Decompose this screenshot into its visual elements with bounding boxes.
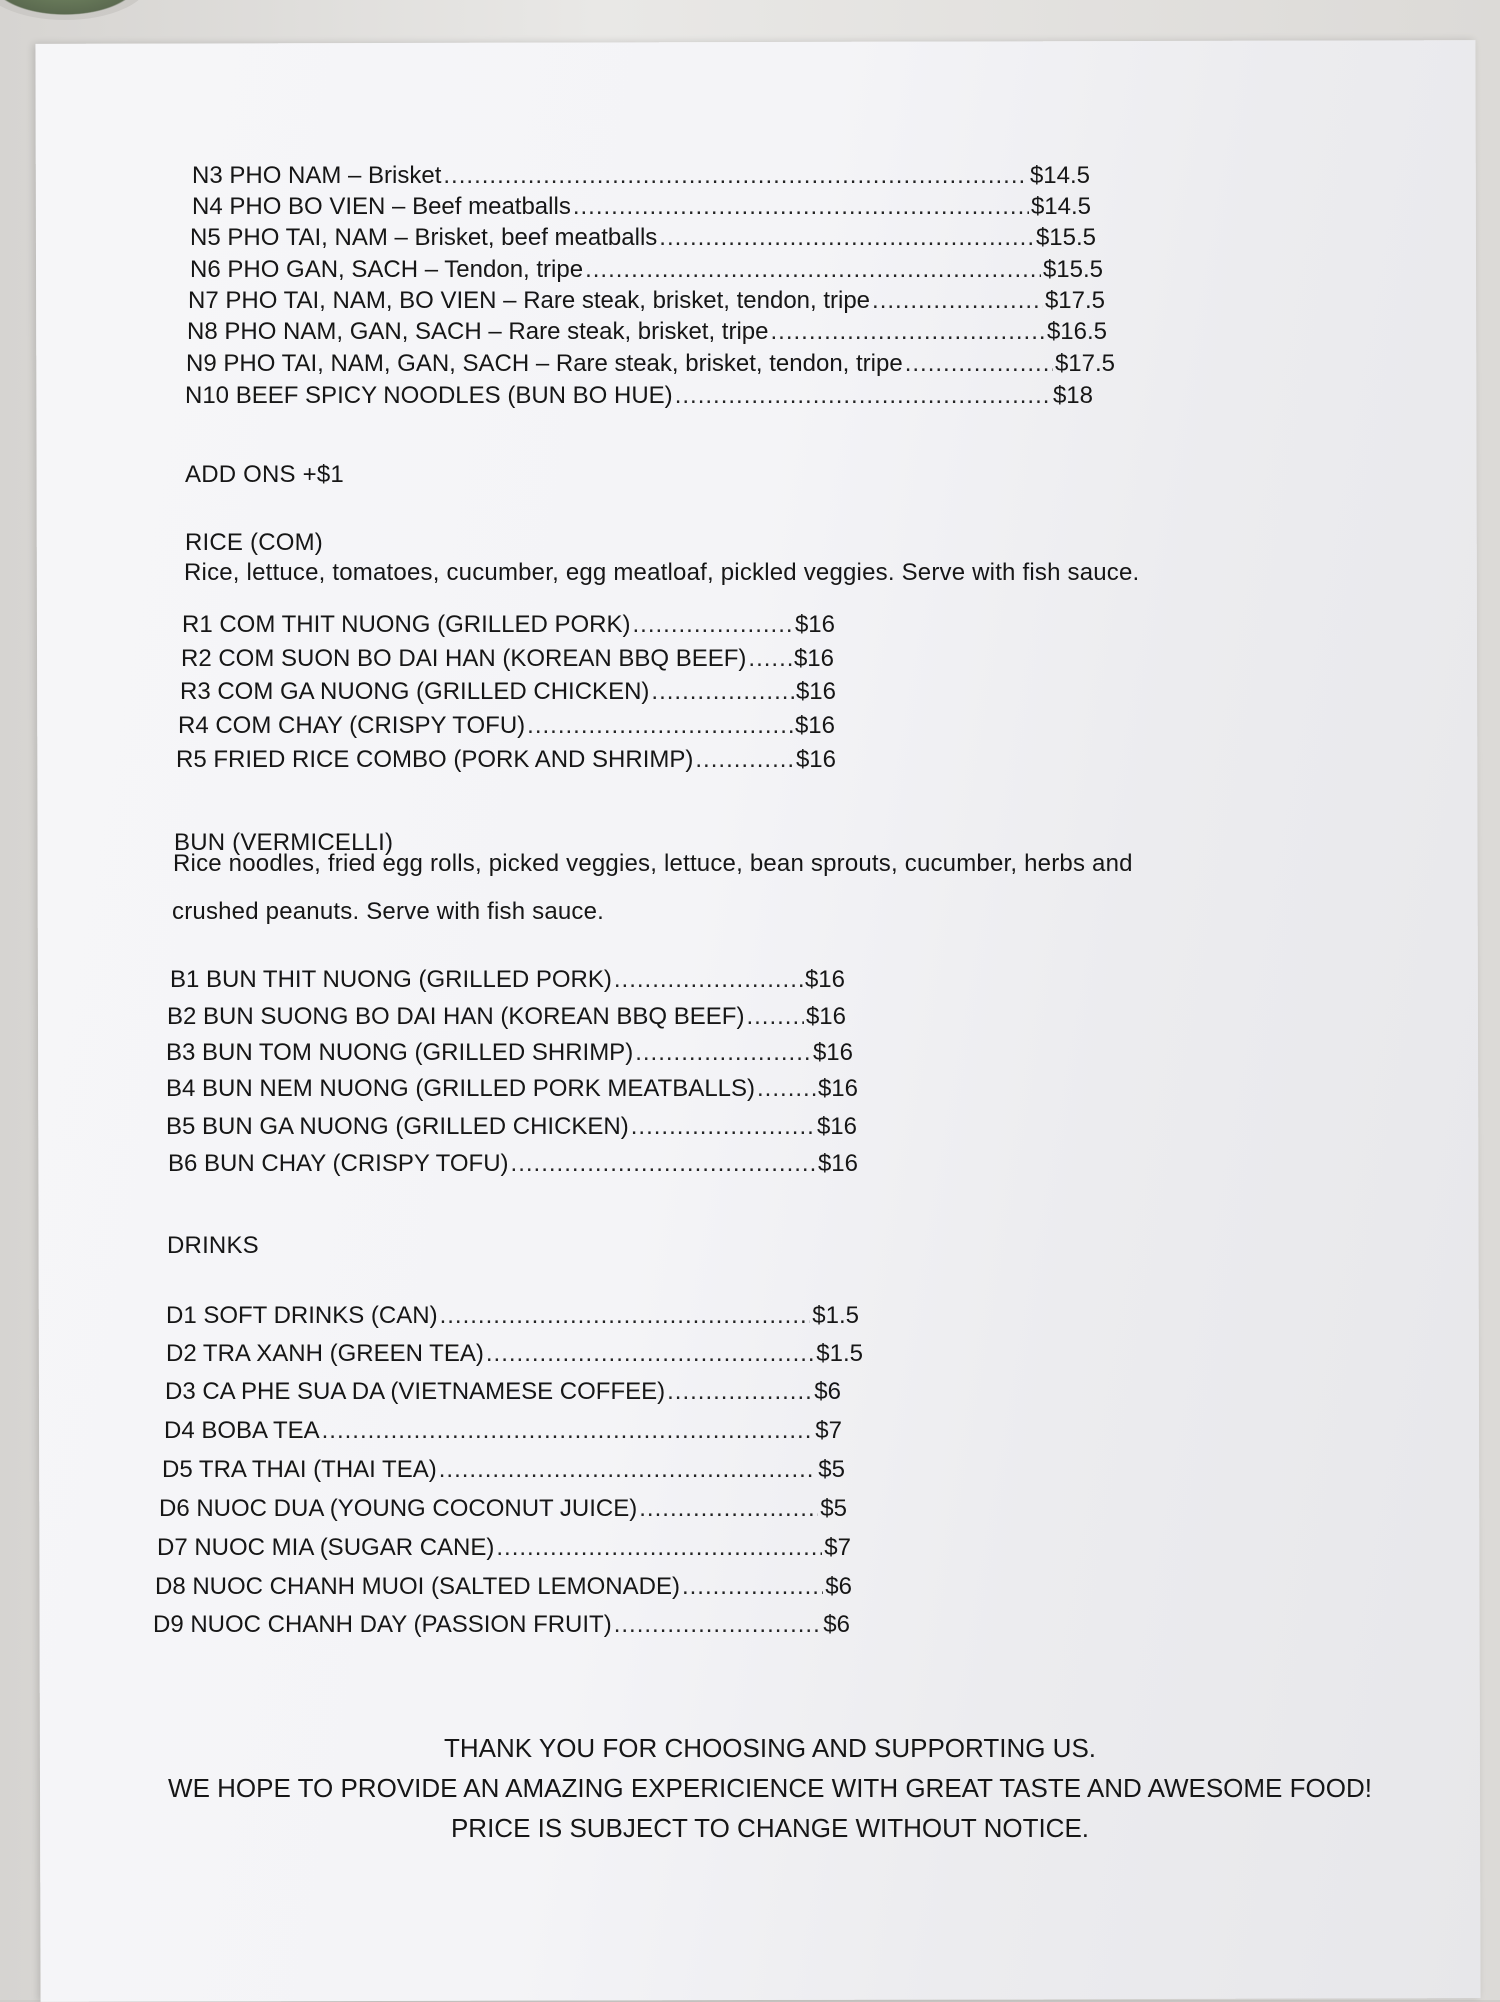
- leader-dots: [440, 1302, 811, 1330]
- leader-dots: [757, 1075, 816, 1103]
- item-price: $5: [820, 1495, 847, 1522]
- item-name: D3 CA PHE SUA DA (VIETNAMESE COFFEE): [165, 1378, 666, 1405]
- item-price: $7: [824, 1534, 851, 1561]
- item-price: $6: [825, 1573, 852, 1600]
- menu-item-n10: [185, 382, 1093, 410]
- leader-dots: [659, 224, 1034, 252]
- leader-dots: [527, 712, 793, 740]
- menu-item-d4: [164, 1417, 842, 1445]
- item-name: R3 COM GA NUONG (GRILLED CHICKEN): [180, 678, 650, 705]
- item-price: $1.5: [816, 1340, 863, 1367]
- bun-description-line1: Rice noodles, fried egg rolls, picked veggies, lettuce, bean sprouts, cucumber, herbs and: [173, 850, 1133, 877]
- menu-item-n7: [188, 287, 1105, 315]
- leader-dots: [585, 256, 1041, 284]
- item-name: B1 BUN THIT NUONG (GRILLED PORK): [170, 966, 612, 993]
- menu-item-n9: [186, 350, 1115, 378]
- leader-dots: [633, 611, 793, 639]
- menu-item-d6: [159, 1495, 847, 1523]
- item-price: $1.5: [812, 1302, 859, 1329]
- item-price: $17.5: [1054, 350, 1115, 377]
- item-name: R1 COM THIT NUONG (GRILLED PORK): [182, 611, 631, 638]
- item-name: D9 NUOC CHANH DAY (PASSION FRUIT): [153, 1611, 612, 1638]
- menu-item-b1: [170, 966, 845, 994]
- item-name: B4 BUN NEM NUONG (GRILLED PORK MEATBALLS): [166, 1075, 756, 1102]
- rice-heading: RICE (COM): [185, 529, 323, 556]
- leader-dots: [905, 350, 1053, 378]
- item-price: $16: [812, 1039, 853, 1066]
- item-price: $16: [817, 1150, 858, 1177]
- bun-heading: BUN (VERMICELLI): [174, 829, 394, 856]
- leader-dots: [872, 287, 1043, 315]
- menu-item-b3: [166, 1039, 853, 1067]
- leader-dots: [496, 1534, 822, 1562]
- item-price: $16.5: [1046, 318, 1107, 345]
- item-name: B3 BUN TOM NUONG (GRILLED SHRIMP): [166, 1039, 634, 1066]
- item-name: N5 PHO TAI, NAM – Brisket, beef meatballs: [190, 224, 658, 251]
- item-name: N7 PHO TAI, NAM, BO VIEN – Rare steak, brisket, tendon, tripe: [188, 287, 871, 314]
- item-price: $15.5: [1042, 256, 1103, 283]
- item-name: R2 COM SUON BO DAI HAN (KOREAN BBQ BEEF): [181, 645, 747, 672]
- leader-dots: [443, 162, 1028, 190]
- leader-dots: [322, 1417, 814, 1445]
- item-name: D2 TRA XANH (GREEN TEA): [166, 1340, 484, 1367]
- item-name: B5 BUN GA NUONG (GRILLED CHICKEN): [166, 1113, 629, 1140]
- item-price: $6: [823, 1611, 850, 1638]
- item-price: $18: [1052, 382, 1093, 409]
- item-name: B2 BUN SUONG BO DAI HAN (KOREAN BBQ BEEF): [167, 1003, 745, 1030]
- item-price: $14.5: [1030, 193, 1091, 220]
- item-price: $16: [804, 966, 845, 993]
- item-price: $16: [794, 611, 835, 638]
- item-price: $7: [815, 1417, 842, 1444]
- item-name: D6 NUOC DUA (YOUNG COCONUT JUICE): [159, 1495, 638, 1522]
- leader-dots: [614, 966, 803, 994]
- item-name: D5 TRA THAI (THAI TEA): [162, 1456, 437, 1483]
- item-name: D8 NUOC CHANH MUOI (SALTED LEMONADE): [155, 1573, 680, 1600]
- leader-dots: [511, 1150, 816, 1178]
- menu-item-d8: [155, 1573, 852, 1601]
- drinks-heading: DRINKS: [167, 1232, 259, 1259]
- leader-dots: [746, 1003, 804, 1031]
- leader-dots: [439, 1456, 817, 1484]
- item-price: $16: [794, 712, 835, 739]
- footer-message: [140, 1728, 1400, 1848]
- menu-item-d7: [157, 1534, 851, 1562]
- item-name: N9 PHO TAI, NAM, GAN, SACH – Rare steak, brisket, tendon, tripe: [186, 350, 903, 377]
- menu-item-n6: [190, 256, 1103, 284]
- leader-dots: [639, 1495, 818, 1523]
- menu-item-d1: [166, 1302, 859, 1330]
- menu-item-b4: [166, 1075, 858, 1103]
- menu-item-b2: [167, 1003, 846, 1031]
- menu-item-n5: [190, 224, 1096, 252]
- menu-item-d2: [166, 1340, 863, 1368]
- leader-dots: [771, 318, 1045, 346]
- item-name: B6 BUN CHAY (CRISPY TOFU): [168, 1150, 509, 1177]
- leader-dots: [695, 746, 794, 774]
- item-name: R5 FRIED RICE COMBO (PORK AND SHRIMP): [176, 746, 694, 773]
- footer-price-notice: PRICE IS SUBJECT TO CHANGE WITHOUT NOTICE.: [450, 1813, 1090, 1843]
- item-name: D7 NUOC MIA (SUGAR CANE): [157, 1534, 495, 1561]
- leader-dots: [486, 1340, 814, 1368]
- item-name: N3 PHO NAM – Brisket: [192, 162, 442, 189]
- menu-item-r1: [182, 611, 835, 639]
- item-price: $16: [795, 746, 836, 773]
- item-price: $16: [805, 1003, 846, 1030]
- item-name: N4 PHO BO VIEN – Beef meatballs: [192, 193, 571, 220]
- item-name: D1 SOFT DRINKS (CAN): [166, 1302, 438, 1329]
- item-name: R4 COM CHAY (CRISPY TOFU): [178, 712, 526, 739]
- leader-dots: [573, 193, 1029, 221]
- item-name: N8 PHO NAM, GAN, SACH – Rare steak, brisket, tripe: [187, 318, 769, 345]
- menu-item-d5: [162, 1456, 845, 1484]
- add-ons-note: ADD ONS +$1: [185, 461, 344, 488]
- item-price: $14.5: [1029, 162, 1090, 189]
- footer-thank-you: THANK YOU FOR CHOOSING AND SUPPORTING US.: [443, 1733, 1097, 1763]
- leader-dots: [651, 678, 794, 706]
- bun-description-line2: crushed peanuts. Serve with fish sauce.: [172, 898, 605, 925]
- menu-item-d3: [165, 1378, 841, 1406]
- item-price: $5: [818, 1456, 845, 1483]
- leader-dots: [675, 382, 1051, 410]
- menu-item-b5: [166, 1113, 857, 1141]
- item-price: $16: [816, 1113, 857, 1140]
- leader-dots: [635, 1039, 811, 1067]
- leader-dots: [682, 1573, 823, 1601]
- leader-dots: [614, 1611, 822, 1639]
- footer-hope: WE HOPE TO PROVIDE AN AMAZING EXPERICIENCE WITH GREAT TASTE AND AWESOME FOOD!: [168, 1773, 1372, 1803]
- menu-item-r3: [180, 678, 836, 706]
- item-name: N10 BEEF SPICY NOODLES (BUN BO HUE): [185, 382, 673, 409]
- item-price: $6: [814, 1378, 841, 1405]
- menu-item-r5: [176, 746, 836, 774]
- item-name: D4 BOBA TEA: [164, 1417, 320, 1444]
- item-price: $16: [795, 678, 836, 705]
- rice-description: Rice, lettuce, tomatoes, cucumber, egg meatloaf, pickled veggies. Serve with fish sauce.: [184, 559, 1140, 586]
- leader-dots: [631, 1113, 815, 1141]
- item-price: $16: [817, 1075, 858, 1102]
- leader-dots: [748, 645, 792, 673]
- menu-item-n8: [187, 318, 1107, 346]
- menu-item-n3: [192, 162, 1090, 190]
- item-price: $16: [793, 645, 834, 672]
- menu-item-r4: [178, 712, 835, 740]
- item-name: N6 PHO GAN, SACH – Tendon, tripe: [190, 256, 584, 283]
- item-price: $17.5: [1044, 287, 1105, 314]
- menu-item-b6: [168, 1150, 858, 1178]
- menu-item-r2: [181, 645, 834, 673]
- leader-dots: [667, 1378, 812, 1406]
- item-price: $15.5: [1035, 224, 1096, 251]
- menu-item-d9: [153, 1611, 850, 1639]
- menu-item-n4: [192, 193, 1091, 221]
